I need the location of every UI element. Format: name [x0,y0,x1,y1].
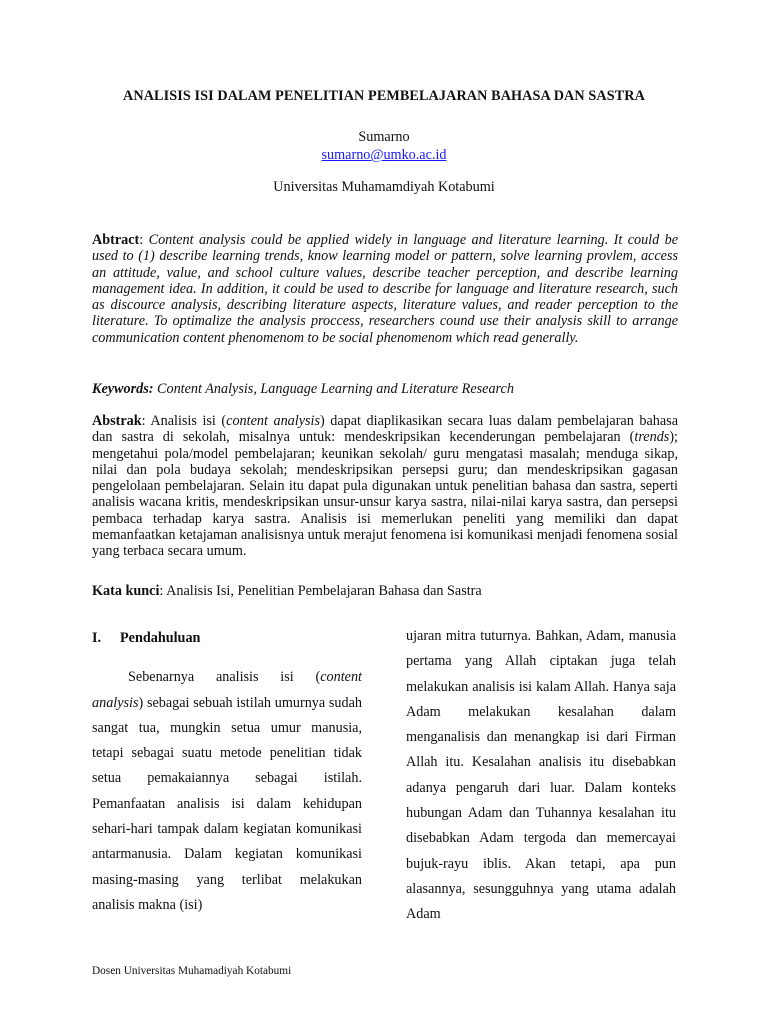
author-name: Sumarno [358,129,410,145]
abstract-id-text-1: : Analisis isi ( [141,413,227,429]
intro-text-1: Sebenarnya analisis isi ( [128,669,321,686]
abstract-en-separator: : [139,232,149,248]
author-email-link[interactable]: sumarno@umko.ac.id [321,147,447,163]
author-affiliation: Universitas Muhamamdiyah Kotabumi [273,179,495,195]
abstract-id-italic-1: content analysis [226,413,320,429]
abstract-en-text: Content analysis could be applied widely in language and literature learning. It could be used to (1) describe learning trends, know learning model or pattern, solve learning provlem, access an attitude, value, and school culture values, describe teacher perception, and describe learning management idea. In addition, it could be used to describe for language and literature research, such as discource analysis, describing literature aspects, literature values, and reader perception to the literature. To optimalize the analysis proccess, researchers cound use their analysis skill to arrange communication content phenomenom to be social phenomenom which read generally. [92,232,678,346]
section-number: I. [92,630,102,646]
paper-title: ANALISIS ISI DALAM PENELITIAN PEMBELAJARAN BAHASA DAN SASTRA [123,88,645,104]
abstract-indonesian [92,413,678,560]
body-column-left [92,624,362,918]
abstract-en-label: Abtract [92,232,140,248]
page-footer-note: Dosen Universitas Muhamadiyah Kotabumi [92,965,292,977]
abstract-id-italic-2: trends [634,429,670,446]
keywords-id-text: : Analisis Isi, Penelitian Pembelajaran Bahasa dan Sastra [159,583,482,599]
intro-italic: content analysis [92,669,362,711]
intro-text-2: ) sebagai sebuah istilah umurnya sudah sangat tua, mungkin setua umur manusia, tetapi sebagai suatu metode penelitian tidak setua pemakaiannya sebagai istilah. Pemanfaatan analisis isi dalam kehidupan sehari-hari tampak dalam kegiatan komunikasi antarmanusia. Dalam kegiatan komunikasi masing-masing yang terlibat melakukan analisis makna (isi) [92,694,362,913]
keywords-en-text: Content Analysis, Language Learning and Literature Research [153,381,514,397]
abstract-id-text-3: ); mengetahui pola/model pembelajaran; keunikan sekolah/ guru mengatasi masalah; menduga sikap, nilai dan pola budaya sekolah; mendeskripsikan persepsi guru; dan mendeskripsikan gagasan pengelolaan pembelajaran. Selain itu dapat pula digunakan untuk penelitian bahasa dan sastra, seperti analisis wacana kritis, mendeskripsikan unsur-unsur karya sastra, nilai-nilai karya sastra, dan persepsi pembaca terhadap karya sastra. Analisis isi memerlukan peneliti yang memiliki dan dapat memanfaatkan ketajaman analisisnya untuk merajut fenomena isi komunikasi menjadi fenomena sosial yang terbaca secara umum. [92,429,678,560]
intro-continuation: ujaran mitra tuturnya. Bahkan, Adam, manusia pertama yang Allah ciptakan juga telah melakukan analisis isi kalam Allah. Hanya saja Adam melakukan kesalahan dalam menganalisis dan menangkap isi dari Firman Allah itu. Kesalahan analisis itu disebabkan adanya pengaruh dari luar. Dalam konteks hubungan Adam dan Tuhannya kesalahan itu disebabkan Adam tergoda dan memercayai bujuk-rayu iblis. Akan tetapi, apa pun alasannya, sesungguhnya yang utama adalah Adam [406,628,676,923]
abstract-id-label: Abstrak [92,413,142,429]
abstract-id-text-2: ) dapat diaplikasikan secara luas dalam pembelajaran bahasa dan sastra di sekolah, misalnya untuk: mendeskripsikan kecenderungan pembelajaran ( [92,413,678,446]
intro-paragraph [92,665,362,918]
keywords-english [92,381,678,397]
body-column-right [406,624,676,928]
abstract-english [92,232,678,346]
keywords-en-label: Keywords: [92,381,154,397]
section-heading [92,626,362,651]
keywords-indonesian [92,583,678,599]
keywords-id-label: Kata kunci [92,583,160,599]
section-title: Pendahuluan [120,630,201,646]
